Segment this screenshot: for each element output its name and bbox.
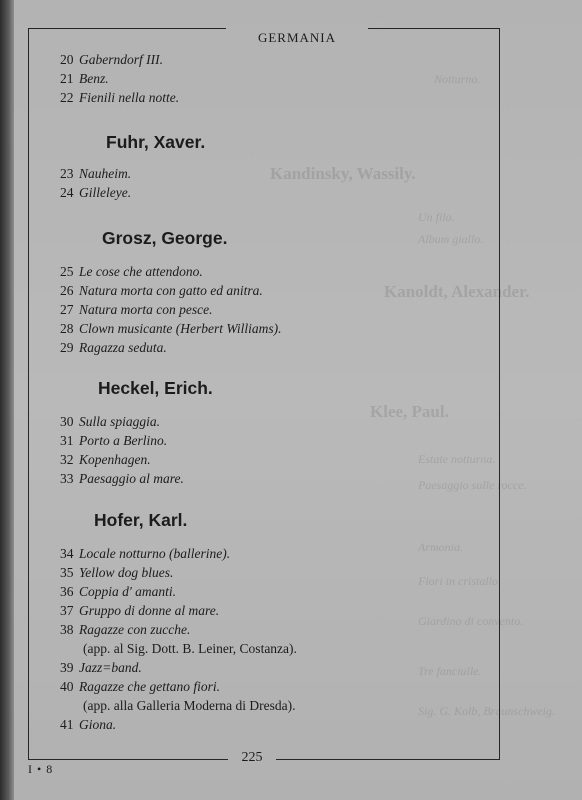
artist-heading: Fuhr, Xaver. <box>106 132 206 152</box>
frame-bottom-rule <box>28 759 228 760</box>
entry-title: Ragazze che gettano fiori. <box>79 679 220 694</box>
entry-title: Clown musicante (Herbert Williams). <box>79 321 282 336</box>
entry-title: Ragazze con zucche. <box>79 622 191 637</box>
catalog-entry <box>60 603 219 619</box>
entry-title: Natura morta con pesce. <box>79 302 213 317</box>
entry-title: Locale notturno (ballerine). <box>79 546 231 561</box>
catalog-entry <box>60 302 212 318</box>
entry-number: 34 <box>60 546 74 561</box>
entry-number: 29 <box>60 340 74 355</box>
catalog-entry <box>60 471 184 487</box>
catalog-entry <box>60 679 220 695</box>
entry-title: Benz. <box>79 71 109 86</box>
artist-heading: Grosz, George. <box>102 228 228 248</box>
catalog-entry <box>60 546 230 562</box>
signature-mark: I • 8 <box>28 762 54 776</box>
catalog-entry <box>60 166 131 182</box>
entry-title: Fienili nella notte. <box>79 90 180 105</box>
entry-number: 23 <box>60 166 74 181</box>
entry-title: Ragazza seduta. <box>79 340 167 355</box>
catalog-entry <box>60 433 167 449</box>
entry-number: 22 <box>60 90 74 105</box>
entry-number: 24 <box>60 185 74 200</box>
entry-number: 33 <box>60 471 74 486</box>
frame-top-rule <box>28 28 226 29</box>
entry-title: Sulla spiaggia. <box>79 414 161 429</box>
running-head: GERMANIA <box>257 30 337 45</box>
entry-title: Yellow dog blues. <box>79 565 174 580</box>
entry-number: 27 <box>60 302 74 317</box>
entry-title: Coppia d' amanti. <box>79 584 177 599</box>
catalog-entry <box>60 185 131 201</box>
provenance-note: (app. alla Galleria Moderna di Dresda). <box>83 698 296 713</box>
entry-number: 38 <box>60 622 74 637</box>
entry-number: 35 <box>60 565 74 580</box>
catalog-entry <box>60 622 190 638</box>
entry-number: 21 <box>60 71 74 86</box>
entry-number: 31 <box>60 433 74 448</box>
catalog-entry <box>60 584 176 600</box>
entry-title: Gruppo di donne al mare. <box>79 603 220 618</box>
catalog-page: Kandinsky, Wassily. Kanoldt, Alexander. Klee, Paul. Notturno. Un filo. Album giallo. Estate notturna. Paesaggio sulle rocce. Armonia. Fiori in cristallo. Giardino di convento. Tre fanciulle. Sig. G. Kolb, Braunschweig. <box>14 0 582 800</box>
catalog-entry <box>60 90 179 106</box>
catalog-entry <box>60 321 282 337</box>
entry-title: Jazz=band. <box>79 660 142 675</box>
entry-number: 40 <box>60 679 74 694</box>
entry-title: Nauheim. <box>79 166 132 181</box>
entry-number: 41 <box>60 717 74 732</box>
frame-bottom-rule <box>276 759 500 760</box>
entry-title: Kopenhagen. <box>79 452 151 467</box>
catalog-entry <box>60 660 142 676</box>
entry-number: 32 <box>60 452 74 467</box>
entry-number: 36 <box>60 584 74 599</box>
catalog-entry <box>60 340 167 356</box>
entry-title: Natura morta con gatto ed anitra. <box>79 283 263 298</box>
entry-title: Porto a Berlino. <box>79 433 168 448</box>
book-spine-shadow <box>0 0 14 800</box>
catalog-entry <box>60 264 203 280</box>
artist-heading: Hofer, Karl. <box>94 510 188 530</box>
entry-title: Gilleleye. <box>79 185 132 200</box>
entry-number: 25 <box>60 264 74 279</box>
catalog-entry <box>60 52 163 68</box>
entry-number: 30 <box>60 414 74 429</box>
entry-number: 26 <box>60 283 74 298</box>
entry-title: Le cose che attendono. <box>79 264 203 279</box>
entry-number: 37 <box>60 603 74 618</box>
catalog-entry <box>60 717 116 733</box>
catalog-entry <box>60 452 151 468</box>
artist-heading: Heckel, Erich. <box>98 378 213 398</box>
catalog-entry <box>60 565 173 581</box>
provenance-note: (app. al Sig. Dott. B. Leiner, Costanza). <box>83 641 297 656</box>
entry-title: Paesaggio al mare. <box>79 471 184 486</box>
entry-title: Gaberndorf III. <box>79 52 163 67</box>
frame-top-rule <box>368 28 500 29</box>
catalog-entry <box>60 71 109 87</box>
entry-number: 20 <box>60 52 74 67</box>
entry-title: Giona. <box>79 717 117 732</box>
catalog-entry <box>60 414 160 430</box>
page-number: 225 <box>241 750 263 765</box>
entry-number: 28 <box>60 321 74 336</box>
catalog-entry <box>60 283 263 299</box>
entry-number: 39 <box>60 660 74 675</box>
